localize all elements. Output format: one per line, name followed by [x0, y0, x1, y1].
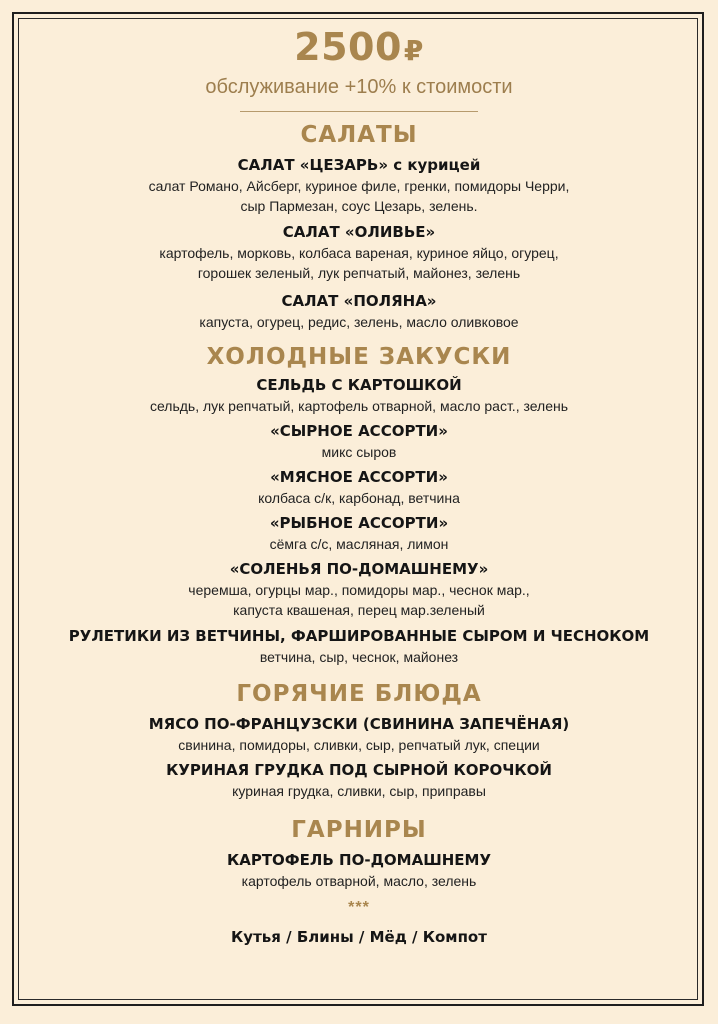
- item-name: «СЫРНОЕ АССОРТИ»: [270, 422, 448, 440]
- item-name: «МЯСНОЕ АССОРТИ»: [270, 468, 448, 486]
- ruble-icon: ₽: [403, 34, 424, 67]
- menu-item: [20, 513, 698, 554]
- item-description: куриная грудка, сливки, сыр, приправы: [232, 783, 486, 799]
- section-cold-starters: [20, 342, 698, 667]
- menu-item: [20, 291, 698, 332]
- menu-item: [20, 850, 698, 891]
- section-hot-dishes: [20, 679, 698, 801]
- menu-item: [20, 421, 698, 462]
- item-description: капуста, огурец, редис, зелень, масло оливковое: [199, 314, 519, 330]
- item-description: сёмга с/с, масляная, лимон: [269, 536, 449, 552]
- section-title-salads: САЛАТЫ: [300, 122, 418, 148]
- menu-item: [20, 467, 698, 508]
- item-description: капуста квашеная, перец мар.зеленый: [233, 602, 485, 618]
- item-name: МЯСО ПО-ФРАНЦУЗСКИ (СВИНИНА ЗАПЕЧЁНАЯ): [148, 715, 570, 733]
- item-name: САЛАТ «ЦЕЗАРЬ» с курицей: [237, 156, 481, 174]
- header-divider: [240, 111, 478, 112]
- section-title-cold-starters: ХОЛОДНЫЕ ЗАКУСКИ: [206, 344, 512, 370]
- item-description: черемша, огурцы мар., помидоры мар., чеснок мар.,: [188, 582, 530, 598]
- price-value: 2500: [294, 25, 402, 69]
- item-description: колбаса с/к, карбонад, ветчина: [258, 490, 460, 506]
- item-name: «РЫБНОЕ АССОРТИ»: [269, 514, 449, 532]
- item-description: картофель, морковь, колбаса вареная, куриное яйцо, огурец,: [159, 245, 559, 261]
- item-name: КАРТОФЕЛЬ ПО-ДОМАШНЕМУ: [226, 851, 492, 869]
- item-description: сыр Пармезан, соус Цезарь, зелень.: [240, 198, 478, 214]
- menu-item: [20, 626, 698, 667]
- item-description: горошек зеленый, лук репчатый, майонез, зелень: [197, 265, 521, 281]
- menu-content: [20, 24, 698, 948]
- menu-item: [20, 222, 698, 283]
- item-description: сельдь, лук репчатый, картофель отварной, масло раст., зелень: [149, 398, 569, 414]
- item-description: салат Романо, Айсберг, куриное филе, гренки, помидоры Черри,: [148, 178, 570, 194]
- section-sides: [20, 815, 698, 891]
- menu-item: [20, 559, 698, 620]
- stars-separator: ***: [348, 899, 370, 916]
- section-title-sides: ГАРНИРЫ: [291, 817, 427, 843]
- service-charge-note: обслуживание +10% к стоимости: [205, 76, 513, 98]
- item-description: картофель отварной, масло, зелень: [241, 873, 477, 889]
- menu-item: [20, 375, 698, 416]
- item-name: КУРИНАЯ ГРУДКА ПОД СЫРНОЙ КОРОЧКОЙ: [166, 761, 552, 779]
- extras-line: Кутья / Блины / Мёд / Компот: [231, 928, 487, 946]
- menu-item: [20, 155, 698, 216]
- item-description: микс сыров: [321, 444, 397, 460]
- menu-item: [20, 714, 698, 755]
- item-name: СЕЛЬДЬ С КАРТОШКОЙ: [256, 376, 462, 394]
- item-name: «СОЛЕНЬЯ ПО-ДОМАШНЕМУ»: [229, 560, 489, 578]
- item-name: САЛАТ «ПОЛЯНА»: [281, 292, 437, 310]
- menu-item: [20, 760, 698, 801]
- section-salads: [20, 120, 698, 332]
- price-row: [20, 24, 698, 74]
- item-name: РУЛЕТИКИ ИЗ ВЕТЧИНЫ, ФАРШИРОВАННЫЕ СЫРОМ И ЧЕСНОКОМ: [68, 627, 650, 645]
- item-description: свинина, помидоры, сливки, сыр, репчатый лук, специи: [178, 737, 540, 753]
- item-name: САЛАТ «ОЛИВЬЕ»: [282, 223, 436, 241]
- item-description: ветчина, сыр, чеснок, майонез: [259, 649, 459, 665]
- section-title-hot-dishes: ГОРЯЧИЕ БЛЮДА: [236, 681, 482, 707]
